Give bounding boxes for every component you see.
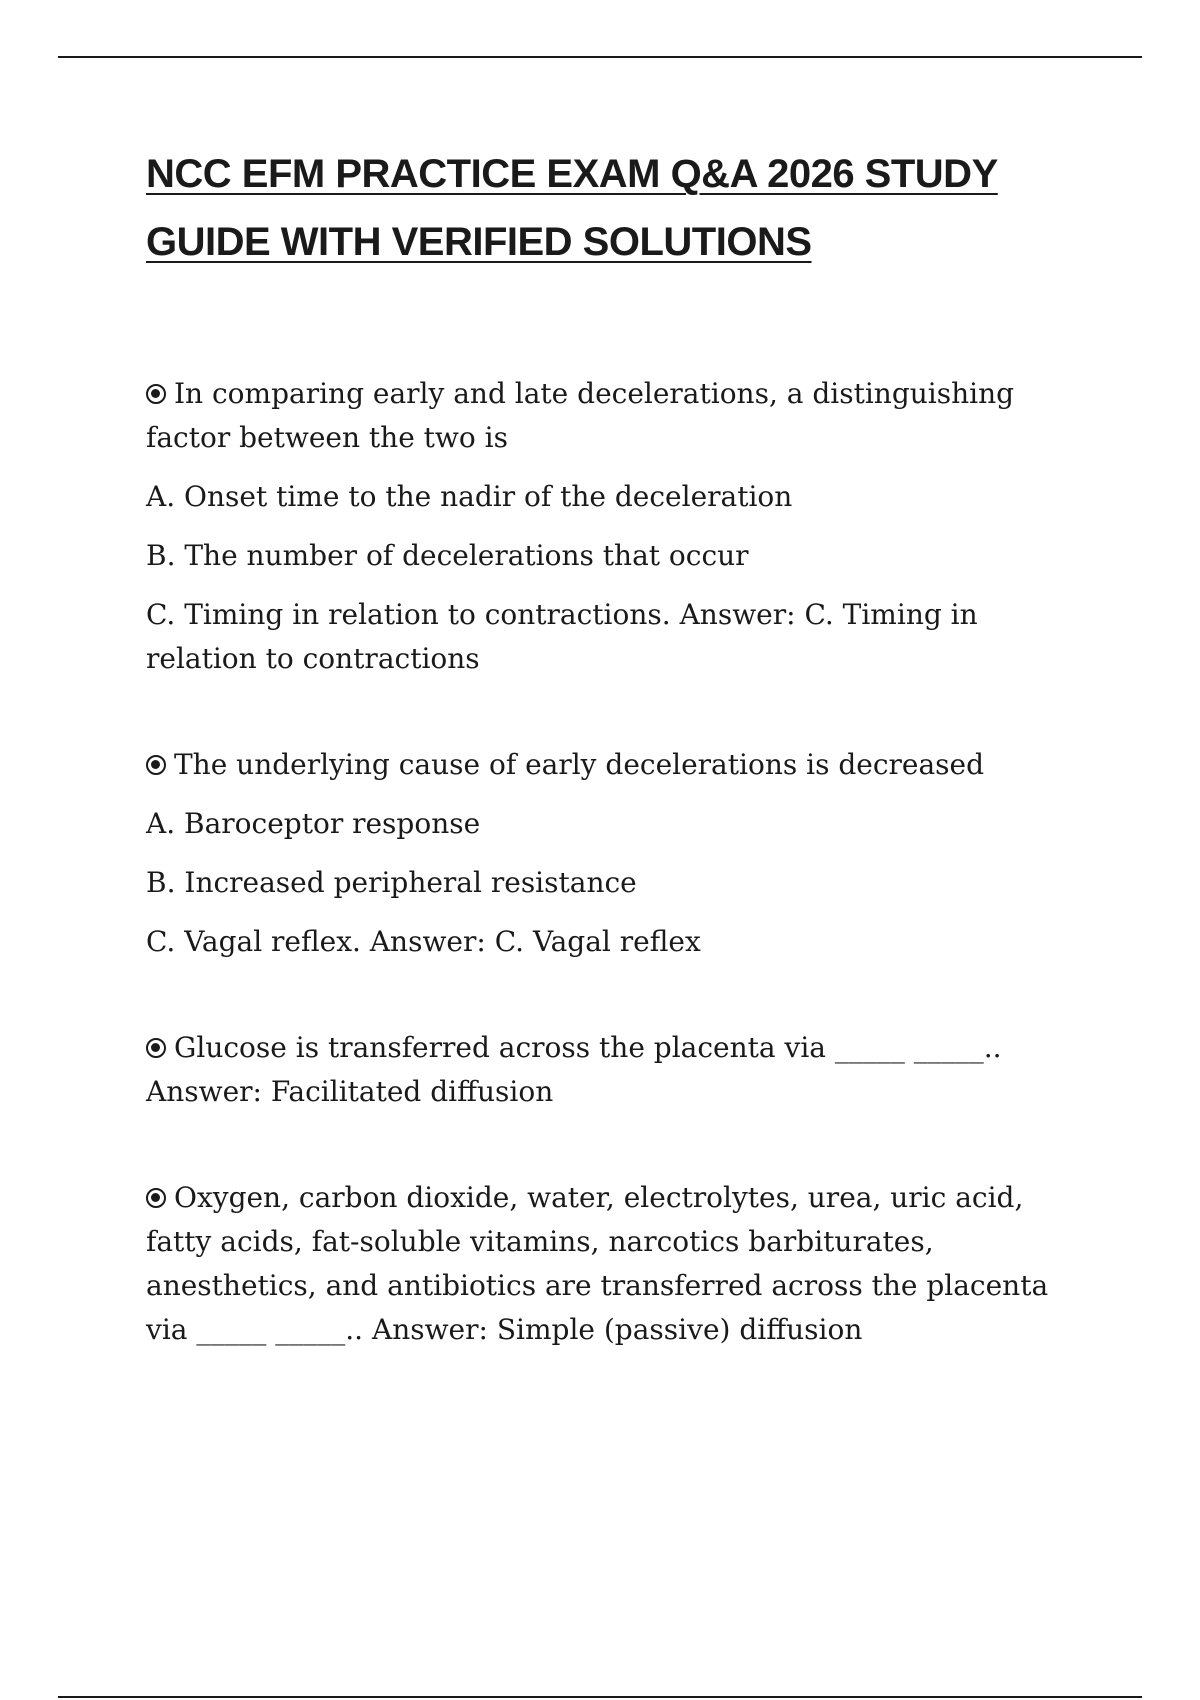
document-title: NCC EFM PRACTICE EXAM Q&A 2026 STUDY GUIDE WITH VERIFIED SOLUTIONS <box>146 152 998 264</box>
question-item <box>146 1176 1096 1352</box>
question-stem-text: The underlying cause of early decelerations is decreased <box>174 748 985 781</box>
question-stem-text: Oxygen, carbon dioxide, water, electrolytes, urea, uric acid, fatty acids, fat-soluble vitamins, narcotics barbiturates, anesthetics, and antibiotics are transferred across the placenta via _____ _____.. Answer: Simple (passive) diffusion <box>146 1181 1049 1346</box>
question-stem-text: Glucose is transferred across the placenta via _____ _____.. Answer: Facilitated diffusion <box>146 1031 1002 1108</box>
answer-option: B. Increased peripheral resistance <box>146 866 637 899</box>
radio-bullet-icon <box>146 755 166 775</box>
question-stem <box>146 1026 1096 1114</box>
answer-option: C. Vagal reflex. Answer: C. Vagal reflex <box>146 925 701 958</box>
answer-option: B. The number of decelerations that occur <box>146 539 749 572</box>
answer-option: C. Timing in relation to contractions. Answer: C. Timing in relation to contractions <box>146 598 978 675</box>
question-stem <box>146 1176 1096 1352</box>
radio-bullet-icon <box>146 1038 166 1058</box>
radio-bullet-icon <box>146 384 166 404</box>
bottom-rule <box>58 1696 1142 1698</box>
answer-option: A. Baroceptor response <box>146 807 481 840</box>
question-item <box>146 372 1096 681</box>
answer-option: A. Onset time to the nadir of the deceleration <box>146 480 793 513</box>
document-body <box>146 140 1096 1414</box>
question-stem-text: In comparing early and late decelerations, a distinguishing factor between the two is <box>146 377 1015 454</box>
question-stem <box>146 743 1096 787</box>
question-item <box>146 1026 1096 1114</box>
question-list <box>146 372 1096 1352</box>
radio-bullet-icon <box>146 1188 166 1208</box>
top-rule <box>58 56 1142 58</box>
question-stem <box>146 372 1096 460</box>
question-item <box>146 743 1096 964</box>
